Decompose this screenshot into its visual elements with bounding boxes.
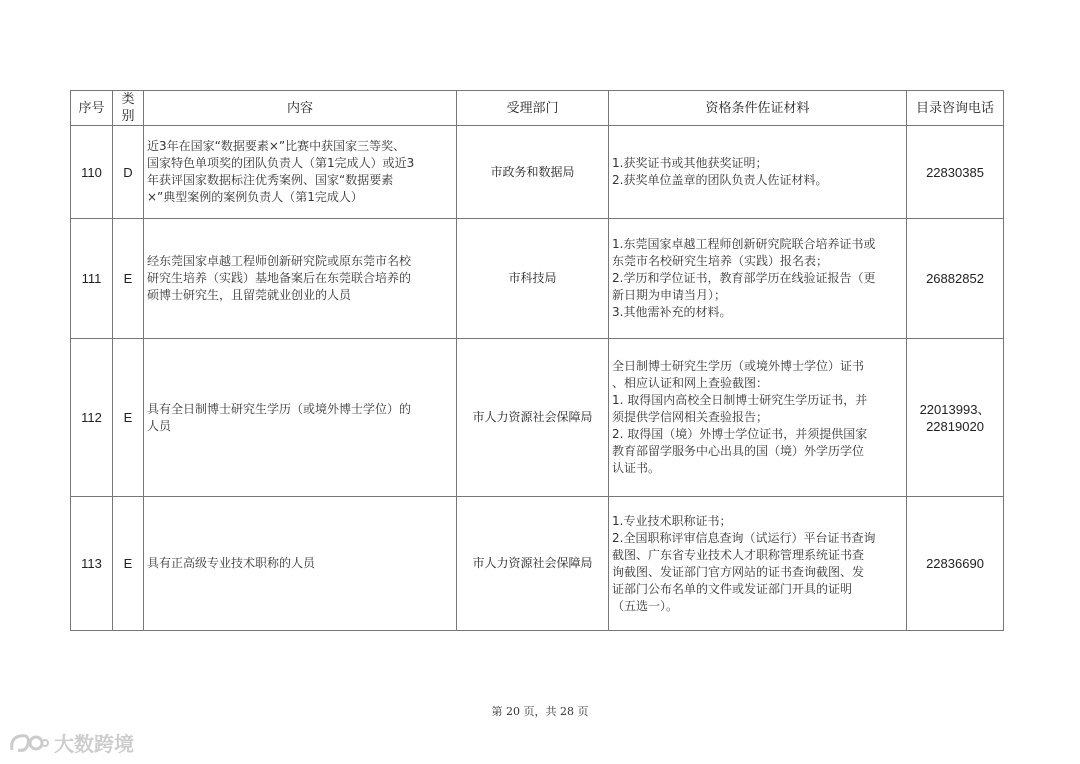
row-department: 市科技局: [457, 219, 609, 339]
header-materials: 资格条件佐证材料: [609, 91, 907, 126]
table-row: [71, 339, 1004, 497]
watermark: [8, 728, 134, 757]
row-category: D: [113, 126, 144, 219]
row-no: 110: [71, 126, 113, 219]
row-materials: 1.获奖证书或其他获奖证明； 2.获奖单位盖章的团队负责人佐证材料。: [609, 126, 907, 219]
header-content: 内容: [144, 91, 457, 126]
row-materials: 全日制博士研究生学历（或境外博士学位）证书 、相应认证和网上查验截图： 1. 取得国内高校全日制博士研究生学历证书，并 须提供学信网相关查验报告； 2. 取得国（境）外博士学位证书，并须提供国家 教育部留学服务中心出具的国（境）外学历学位 认证书。: [609, 339, 907, 497]
table-row: [71, 497, 1004, 631]
row-department: 市人力资源社会保障局: [457, 497, 609, 631]
header-category: 类别: [113, 91, 144, 126]
row-materials: 1.专业技术职称证书； 2.全国职称评审信息查询（试运行）平台证书查询 截图、广东省专业技术人才职称管理系统证书查 询截图、发证部门官方网站的证书查询截图、发 证部门公布名单的文件或发证部门开具的证明 （五选一）。: [609, 497, 907, 631]
row-content: 具有正高级专业技术职称的人员: [144, 497, 457, 631]
row-category: E: [113, 339, 144, 497]
row-department: 市人力资源社会保障局: [457, 339, 609, 497]
header-department: 受理部门: [457, 91, 609, 126]
row-content: 近3年在国家“数据要素×”比赛中获国家三等奖、 国家特色单项奖的团队负责人（第1完成人）或近3 年获评国家数据标注优秀案例、国家“数据要素 ×”典型案例的案例负责人（第1完成人）: [144, 126, 457, 219]
row-category: E: [113, 219, 144, 339]
page-number: 第 20 页，共 28 页: [491, 705, 589, 718]
row-content: 具有全日制博士研究生学历（或境外博士学位）的 人员: [144, 339, 457, 497]
watermark-text: 大数跨境: [54, 732, 134, 756]
row-no: 112: [71, 339, 113, 497]
row-materials: 1.东莞国家卓越工程师创新研究院联合培养证书或 东莞市名校研究生培养（实践）报名表； 2.学历和学位证书，教育部学历在线验证报告（更 新日期为申请当月）； 3.其他需补充的材料。: [609, 219, 907, 339]
table-header-row: [71, 91, 1004, 126]
header-phone: 目录咨询电话: [907, 91, 1004, 126]
row-phone: 22013993、 22819020: [907, 339, 1004, 497]
table-row: [71, 219, 1004, 339]
row-no: 111: [71, 219, 113, 339]
watermark-logo-icon: [8, 730, 50, 756]
row-phone: 26882852: [907, 219, 1004, 339]
row-category: E: [113, 497, 144, 631]
row-content: 经东莞国家卓越工程师创新研究院或原东莞市名校 研究生培养（实践）基地备案后在东莞联合培养的 硕博士研究生，且留莞就业创业的人员: [144, 219, 457, 339]
table-row: [71, 126, 1004, 219]
catalog-table: [70, 90, 1004, 631]
row-phone: 22836690: [907, 497, 1004, 631]
row-department: 市政务和数据局: [457, 126, 609, 219]
row-phone: 22830385: [907, 126, 1004, 219]
header-no: 序号: [71, 91, 113, 126]
row-no: 113: [71, 497, 113, 631]
